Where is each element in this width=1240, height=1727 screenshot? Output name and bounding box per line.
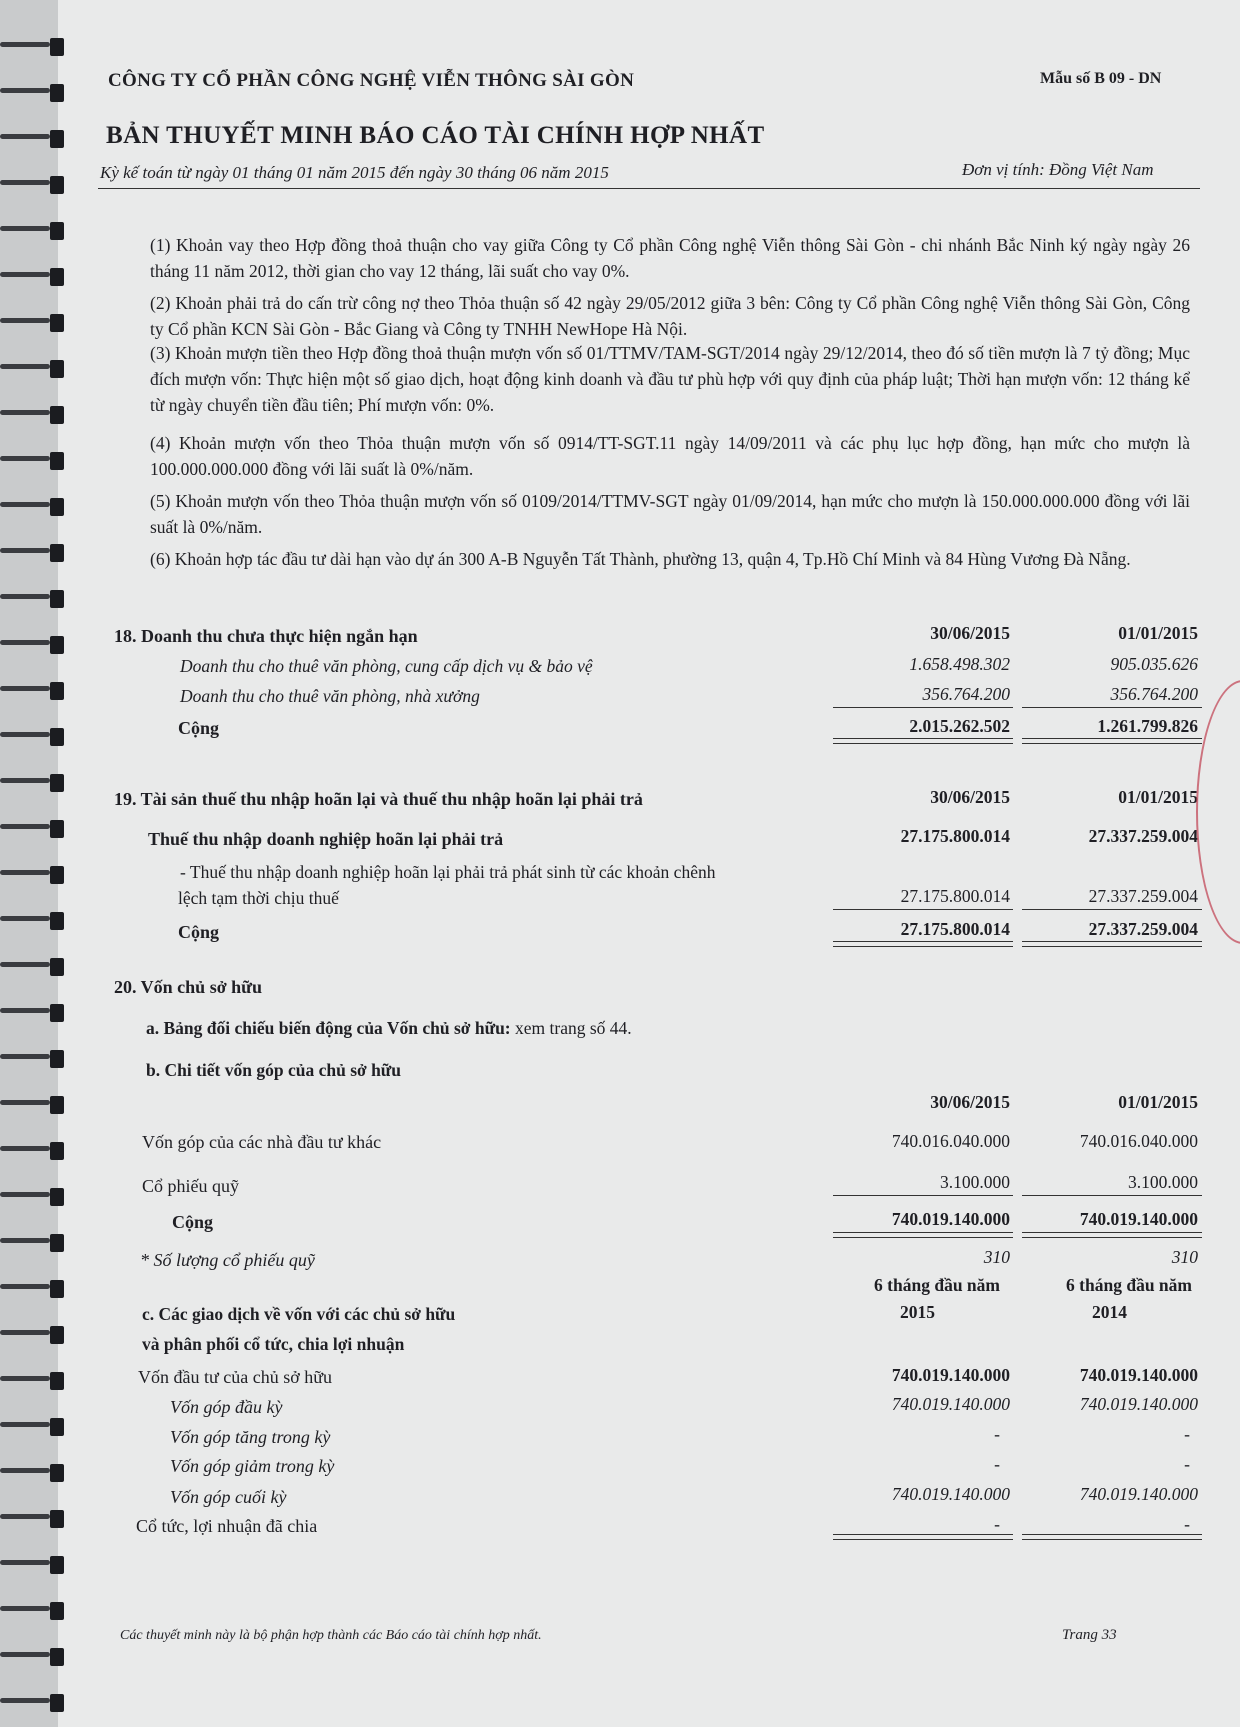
binding-ring [0,130,68,144]
section-20-title: 20. Vốn chủ sở hữu [114,977,262,997]
note-1: (1) Khoản vay theo Hợp đồng thoả thuận cho vay giữa Công ty Cổ phần Công nghệ Viễn thông Sài Gòn - chi nhánh Bắc Ninh ký ngày ngày 26 tháng 11 năm 2012, thời gian cho vay 12 tháng, lãi suất cho vay 0%. [150,235,1190,281]
s18-total-v2: 1.261.799.826 [1097,716,1198,736]
s20c-row3-v2: - [1184,1424,1190,1444]
s20-a-text: xem trang số 44. [515,1018,632,1038]
s20b-subtotal-rule-1 [833,1195,1013,1196]
s20c-row4-v2: - [1184,1454,1190,1474]
section-19-title: 19. Tài sản thuế thu nhập hoãn lại và thuế thu nhập hoãn lại phải trả [114,789,643,809]
s19-total-label: Cộng [178,922,220,942]
s20-a-label: a. Bảng đối chiếu biến động của Vốn chủ sở hữu: [146,1018,511,1038]
binding-ring [0,1694,68,1708]
s19-subtitle-label: Thuế thu nhập doanh nghiệp hoãn lại phải trả [148,829,504,849]
binding-ring [0,1234,68,1248]
s18-row2-label: Doanh thu cho thuê văn phòng, nhà xưởng [180,686,480,706]
s18-total-double-rule-2 [1022,738,1202,744]
s18-row2-v2: 356.764.200 [1110,684,1198,704]
form-number: Mẫu số B 09 - DN [1040,70,1162,87]
binding-ring [0,1556,68,1570]
s19-subtotal-rule-1 [833,909,1013,910]
page-number: Trang 33 [1062,1627,1117,1643]
s20b-row1-v2: 740.016.040.000 [1079,1131,1198,1151]
s20c-row2-v2: 740.019.140.000 [1079,1394,1198,1414]
s18-total-double-rule-1 [833,738,1013,744]
footer-note: Các thuyết minh này là bộ phận hợp thành các Báo cáo tài chính hợp nhất. [120,1628,542,1643]
s18-total-v1: 2.015.262.502 [909,716,1010,736]
s20c-row4-label: Vốn góp giảm trong kỳ [170,1456,335,1476]
treasury-shares-v2: 310 [1171,1247,1198,1267]
s20b-row2-label: Cổ phiếu quỹ [142,1176,239,1196]
s20c-row2-v1: 740.019.140.000 [891,1394,1010,1414]
binding-ring [0,1326,68,1340]
s18-row2-v1: 356.764.200 [922,684,1010,704]
s20c-row1-v2: 740.019.140.000 [1079,1365,1198,1385]
s20-a-line [146,1018,632,1039]
binding-ring [0,1280,68,1294]
binding-ring [0,1096,68,1110]
binding-ring [0,1602,68,1616]
s18-subtotal-rule-1 [833,707,1013,708]
s20c-row3-v1: - [994,1424,1000,1444]
note-4: (4) Khoản mượn vốn theo Thỏa thuận mượn vốn số 0914/TT-SGT.11 ngày 14/09/2011 và các phụ lục hợp đồng, hạn mức cho mượn là 100.000.000.000 đồng với lãi suất là 0%/năm. [150,433,1190,479]
binding-ring [0,176,68,190]
binding-ring [0,820,68,834]
s20c-row1-v1: 740.019.140.000 [891,1365,1010,1385]
binding-ring [0,452,68,466]
spiral-binding [0,0,70,1727]
s18-row1-label: Doanh thu cho thuê văn phòng, cung cấp dịch vụ & bảo vệ [180,656,593,676]
report-period: Kỳ kế toán từ ngày 01 tháng 01 năm 2015 đến ngày 30 tháng 06 năm 2015 [100,163,609,182]
s20b-total-label: Cộng [172,1212,214,1232]
binding-ring [0,636,68,650]
binding-ring [0,1188,68,1202]
binding-ring [0,84,68,98]
s20b-total-v1: 740.019.140.000 [891,1209,1010,1229]
s20c-row4-v1: - [994,1454,1000,1474]
binding-ring [0,498,68,512]
binding-ring [0,1004,68,1018]
note-6: (6) Khoản hợp tác đầu tư dài hạn vào dự án 300 A-B Nguyễn Tất Thành, phường 13, quận 4, Tp.Hồ Chí Minh và 84 Hùng Vương Đà Nẵng. [150,549,1131,569]
s19-detail-label-line1: - Thuế thu nhập doanh nghiệp hoãn lại phải trả phát sinh từ các khoản chênh [180,862,716,882]
s19-total-double-rule-1 [833,941,1013,947]
s20c-row6-v2: - [1184,1514,1190,1534]
binding-ring [0,38,68,52]
binding-ring [0,268,68,282]
s20c-row6-v1: - [994,1514,1000,1534]
s20c-col2-header-line1: 6 tháng đầu năm [1066,1275,1192,1295]
s20-b-label: b. Chi tiết vốn góp của chủ sở hữu [146,1060,402,1080]
company-name: CÔNG TY CỔ PHẦN CÔNG NGHỆ VIỄN THÔNG SÀI GÒN [108,70,635,91]
binding-ring [0,774,68,788]
s20b-total-v2: 740.019.140.000 [1079,1209,1198,1229]
binding-ring [0,406,68,420]
s19-detail-v2: 27.337.259.004 [1088,886,1198,906]
binding-ring [0,1510,68,1524]
binding-ring [0,728,68,742]
note-3: (3) Khoản mượn tiền theo Hợp đồng thoả thuận mượn vốn số 01/TTMV/TAM-SGT/2014 ngày 29/12/2014, theo đó số tiền mượn là 7 tỷ đồng; Mục đích mượn vốn: Thực hiện một số giao dịch, hoạt động kinh doanh và đầu tư phù hợp với quy định của pháp luật; Thời hạn mượn vốn: 12 tháng kể từ ngày chuyển tiền đầu tiên; Phí mượn vốn: 0%. [150,343,1190,415]
s20b-row1-label: Vốn góp của các nhà đầu tư khác [142,1132,382,1152]
s19-subtitle-v1: 27.175.800.014 [900,826,1010,846]
s19-subtitle-v2: 27.337.259.004 [1088,826,1198,846]
s20c-row5-label: Vốn góp cuối kỳ [170,1487,287,1507]
s20b-row1-v1: 740.016.040.000 [891,1131,1010,1151]
binding-ring [0,1050,68,1064]
treasury-shares-v1: 310 [983,1247,1010,1267]
s18-total-label: Cộng [178,718,220,738]
s20c-row3-label: Vốn góp tăng trong kỳ [170,1427,331,1447]
s20c-label-line1: c. Các giao dịch về vốn với các chủ sở hữu [142,1304,456,1324]
s19-total-v1: 27.175.800.014 [900,919,1010,939]
s20c-row5-v2: 740.019.140.000 [1079,1484,1198,1504]
s19-total-v2: 27.337.259.004 [1088,919,1198,939]
note-2: (2) Khoản phải trả do cấn trừ công nợ theo Thỏa thuận số 42 ngày 29/05/2012 giữa 3 bên: Công ty Cổ phần Công nghệ Viễn thông Sài Gòn, Công ty Cổ phần KCN Sài Gòn - Bắc Giang và Công ty TNHH NewHope Hà Nội. [150,293,1190,339]
binding-ring [0,682,68,696]
s19-detail-v1: 27.175.800.014 [900,886,1010,906]
s20c-row6-label: Cổ tức, lợi nhuận đã chia [136,1516,318,1536]
s18-row1-v2: 905.035.626 [1110,654,1198,674]
binding-ring [0,1142,68,1156]
s20c-col2-header-line2: 2014 [1092,1302,1127,1322]
s20c-row2-label: Vốn góp đầu kỳ [170,1397,283,1417]
s18-col2-header: 01/01/2015 [1118,623,1198,643]
s19-detail-label-line2: lệch tạm thời chịu thuế [178,888,339,908]
s19-subtotal-rule-2 [1022,909,1202,910]
s18-row1-v1: 1.658.498.302 [909,654,1010,674]
treasury-shares-label: * Số lượng cổ phiếu quỹ [140,1250,315,1270]
s20b-total-double-rule-1 [833,1232,1013,1238]
s20b-row2-v1: 3.100.000 [940,1172,1010,1192]
s19-col2-header: 01/01/2015 [1118,787,1198,807]
binding-ring [0,1648,68,1662]
s20c-col1-header-line2: 2015 [900,1302,935,1322]
s20c-total-double-rule-2 [1022,1534,1202,1540]
s20c-label-line2: và phân phối cổ tức, chia lợi nhuận [142,1334,405,1354]
binding-ring [0,360,68,374]
section-18-title: 18. Doanh thu chưa thực hiện ngắn hạn [114,626,418,646]
binding-ring [0,912,68,926]
s20b-row2-v2: 3.100.000 [1128,1172,1198,1192]
binding-ring [0,958,68,972]
s20b-total-double-rule-2 [1022,1232,1202,1238]
binding-ring [0,590,68,604]
s20c-col1-header-line1: 6 tháng đầu năm [874,1275,1000,1295]
s20b-subtotal-rule-2 [1022,1195,1202,1196]
binding-ring [0,544,68,558]
binding-ring [0,314,68,328]
binding-ring [0,1418,68,1432]
note-5: (5) Khoản mượn vốn theo Thỏa thuận mượn vốn số 0109/2014/TTMV-SGT ngày 01/09/2014, hạn mức cho mượn là 150.000.000.000 đồng với lãi suất là 0%/năm. [150,491,1190,537]
s18-col1-header: 30/06/2015 [930,623,1010,643]
s20c-total-double-rule-1 [833,1534,1013,1540]
s19-total-double-rule-2 [1022,941,1202,947]
binding-ring [0,866,68,880]
binding-ring [0,1464,68,1478]
s20b-col1-header: 30/06/2015 [930,1092,1010,1112]
currency-unit: Đơn vị tính: Đồng Việt Nam [962,160,1154,179]
binding-ring [0,1372,68,1386]
s20c-row5-v1: 740.019.140.000 [891,1484,1010,1504]
report-title: BẢN THUYẾT MINH BÁO CÁO TÀI CHÍNH HỢP NHẤT [106,122,765,149]
s18-subtotal-rule-2 [1022,707,1202,708]
s20c-row1-label: Vốn đầu tư của chủ sở hữu [138,1367,332,1387]
s19-col1-header: 30/06/2015 [930,787,1010,807]
binding-ring [0,222,68,236]
s20b-col2-header: 01/01/2015 [1118,1092,1198,1112]
header-divider [98,188,1200,189]
